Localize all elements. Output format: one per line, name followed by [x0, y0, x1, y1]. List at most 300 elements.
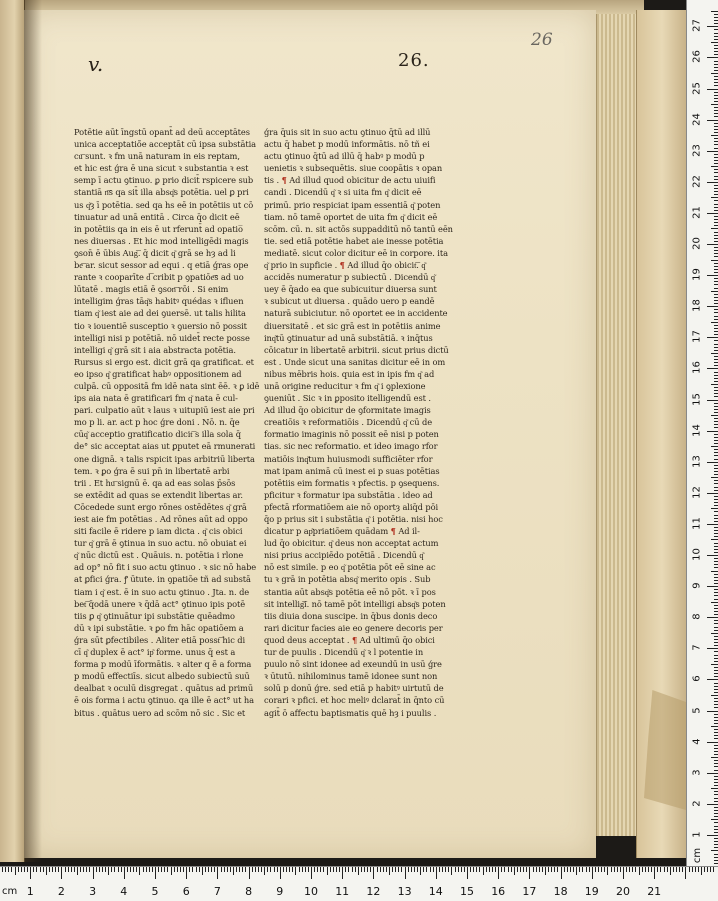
ruler-number: 24: [691, 112, 703, 126]
ruler-tick: [701, 867, 702, 875]
ruler-tick: [230, 867, 231, 872]
ruler-tick: [714, 45, 718, 46]
ruler-tick: [714, 434, 718, 435]
ruler-tick: [467, 867, 468, 879]
ruler-tick: [143, 867, 144, 872]
text-line: culpā. cū oppositā fm idē nata sint ēē. ꝛ ꝑ idē: [74, 380, 260, 391]
ruler-tick: [146, 867, 147, 872]
ruler-tick: [648, 867, 649, 872]
ruler-number: 4: [691, 737, 703, 745]
ruler-tick: [208, 867, 209, 872]
ruler-number: 25: [691, 81, 703, 95]
ruler-tick: [714, 627, 718, 628]
ruler-number: 15: [691, 392, 703, 406]
text-line: uey ē q̄ado ea que subicuitur diuersa sunt: [264, 284, 437, 295]
ruler-tick: [383, 867, 384, 872]
ruler-tick: [623, 867, 624, 879]
ruler-tick: [714, 300, 718, 301]
text-line: dealbat ꝛ oculū disgregat . quātus ad primū: [74, 683, 254, 694]
ruler-tick: [196, 867, 197, 872]
ruler-tick: [139, 867, 140, 875]
ruler-number: 23: [691, 143, 703, 157]
ruler-tick: [714, 179, 718, 180]
ruler-tick: [714, 776, 718, 777]
ruler-tick: [670, 867, 671, 875]
text-line: lūtatē . magis etiā ē ꝯson͞ rōi . Si enim: [74, 284, 229, 295]
ruler-tick: [714, 558, 718, 559]
ruler-tick: [305, 867, 306, 872]
ruler-tick: [714, 791, 718, 792]
ruler-tick: [626, 867, 627, 872]
ruler-tick: [714, 549, 718, 550]
ruler-tick: [714, 347, 718, 348]
ruler-number: 21: [647, 885, 662, 898]
ruler-tick: [714, 409, 718, 410]
ruler-tick: [68, 867, 69, 872]
ruler-tick: [707, 773, 718, 774]
text-line: matiōis inq͂tum huiusmodi sufficiēter rfor: [264, 453, 433, 464]
ruler-tick: [714, 98, 718, 99]
ruler-tick: [714, 48, 718, 49]
ruler-tick: [589, 867, 590, 872]
ruler-tick: [707, 835, 718, 836]
ruler-tick: [707, 586, 718, 587]
ruler-tick: [714, 686, 718, 687]
ruler-tick: [71, 867, 72, 872]
ruler-tick: [121, 867, 122, 872]
text-line: sit intellig͞i. nō tamē pōt intelligi absq͂s poten: [264, 598, 446, 609]
ruler-number: 14: [428, 885, 443, 898]
ruler-tick: [714, 297, 718, 298]
ruler-number: 6: [182, 885, 190, 898]
ruler-tick: [714, 101, 718, 102]
ruler-tick: [152, 867, 153, 872]
ruler-tick: [86, 867, 87, 872]
ruler-tick: [714, 459, 718, 460]
ruler-tick: [408, 867, 409, 872]
ruler-tick: [714, 717, 718, 718]
ruler-tick: [714, 567, 718, 568]
ruler-tick: [704, 867, 705, 872]
ruler-tick: [714, 76, 718, 77]
text-line: ꝯueniūt . Sic ꝛ in ꝑposito itelligendū est .: [264, 393, 431, 404]
ruler-tick: [93, 867, 94, 879]
ruler-tick: [714, 707, 718, 708]
ruler-tick: [714, 816, 718, 817]
ruler-tick: [654, 867, 655, 879]
ruler-tick: [330, 867, 331, 872]
ruler-tick: [714, 116, 718, 117]
text-line: tio ꝛ iouentiē susceptio ꝛ ꝯuersio nō possit: [74, 320, 247, 331]
ruler-tick: [18, 867, 19, 872]
facing-page-edge: [0, 0, 25, 862]
ruler-number: 12: [691, 485, 703, 499]
ruler-tick: [714, 748, 718, 749]
ruler-tick: [564, 867, 565, 872]
ruler-tick: [714, 608, 718, 609]
text-line: tu ꝛ grā in potētia absq͂ merito opis . Sub: [264, 574, 431, 585]
ruler-tick: [236, 867, 237, 872]
ruler-tick: [714, 39, 718, 40]
ruler-tick: [714, 449, 718, 450]
ruler-tick: [714, 844, 718, 845]
ruler-tick: [714, 266, 718, 267]
ruler-number: 18: [553, 885, 568, 898]
ruler-tick: [448, 867, 449, 872]
ruler-tick: [89, 867, 90, 872]
ruler-tick: [714, 309, 718, 310]
ruler-tick: [224, 867, 225, 872]
ruler-tick: [183, 867, 184, 872]
ruler-number: 19: [691, 268, 703, 281]
ruler-tick: [714, 188, 718, 189]
ruler-tick: [405, 867, 406, 879]
ruler-tick: [714, 801, 718, 802]
ruler-tick: [299, 867, 300, 872]
ruler-tick: [714, 863, 718, 864]
ruler-tick: [714, 589, 718, 590]
ruler-tick: [707, 679, 718, 680]
ruler-tick: [714, 225, 718, 226]
ruler-tick: [311, 867, 312, 879]
text-line: one dignā. ꝛ talis rspicit ipas arbitriū liberta: [74, 453, 255, 464]
ruler-tick: [714, 754, 718, 755]
ruler-tick: [714, 860, 718, 861]
ruler-tick: [714, 129, 718, 130]
ruler-tick: [714, 232, 718, 233]
ruler-tick: [345, 867, 346, 872]
ruler-tick: [586, 867, 587, 872]
ruler-tick: [55, 867, 56, 872]
ruler-tick: [245, 867, 246, 872]
ruler-tick: [714, 577, 718, 578]
ruler-number: 16: [691, 361, 703, 375]
ruler-tick: [714, 583, 718, 584]
ruler-tick: [645, 867, 646, 872]
text-line: intelligi q͂ grā sit i aia abstracta potētia.: [74, 344, 236, 355]
ruler-tick: [261, 867, 262, 872]
ruler-number: 3: [89, 885, 97, 898]
ruler-tick: [714, 132, 718, 133]
ruler-tick: [99, 867, 100, 872]
ruler-tick: [707, 120, 718, 121]
ruler-tick: [714, 272, 718, 273]
ruler-tick: [707, 431, 718, 432]
ruler-tick: [714, 455, 718, 456]
ruler-tick: [714, 474, 718, 475]
ruler-tick: [711, 11, 718, 12]
ruler-tick: [713, 867, 714, 872]
ruler-tick: [557, 867, 558, 872]
text-line: trii . Et hu͞ signū ē. qa ad eas solas p̄sōs: [74, 477, 236, 488]
ruler-tick: [714, 406, 718, 407]
ruler-tick: [711, 73, 718, 74]
ruler-number: 19: [584, 885, 599, 898]
text-line: be͞ ar. sicut sessor ad equi . q etiā ǵras ope: [74, 260, 249, 271]
ruler-tick: [711, 695, 718, 696]
ruler-tick: [508, 867, 509, 872]
ruler-tick: [714, 378, 718, 379]
ruler-tick: [714, 738, 718, 739]
ruler-tick: [501, 867, 502, 872]
ruler-tick: [714, 148, 718, 149]
text-line: eo ipso q͂ gratificat habꝰ oppositionem ad: [74, 368, 242, 379]
ruler-tick: [177, 867, 178, 872]
ruler-tick: [464, 867, 465, 872]
ruler-tick: [711, 353, 718, 354]
ruler-tick: [707, 337, 718, 338]
ruler-tick: [714, 288, 718, 289]
ruler-tick: [217, 867, 218, 879]
ruler-tick: [714, 527, 718, 528]
ruler-tick: [711, 322, 718, 323]
ruler-tick: [711, 602, 718, 603]
ruler-tick: [714, 381, 718, 382]
ruler-tick: [180, 867, 181, 872]
ruler-tick: [30, 867, 31, 879]
ruler-tick: [707, 151, 718, 152]
ruler-tick: [171, 867, 172, 875]
ruler-tick: [239, 867, 240, 872]
ruler-tick: [130, 867, 131, 872]
ruler-tick: [714, 530, 718, 531]
ruler-tick: [711, 819, 718, 820]
text-line: cī q͂ duplex ē act° ip͂ forme. unus q̄ est a: [74, 647, 236, 658]
ruler-tick: [102, 867, 103, 872]
ruler-tick: [267, 867, 268, 872]
ruler-tick: [714, 54, 718, 55]
ruler-tick: [289, 867, 290, 872]
text-line: Cōcedede sunt ergo rōnes ostēdētes q͂ grā: [74, 501, 247, 512]
text-line: ꝛ subicut ut diuersa . quādo uero p eandē: [264, 296, 435, 307]
ruler-tick: [336, 867, 337, 872]
ruler-tick: [358, 867, 359, 875]
ruler-tick: [711, 477, 718, 478]
ruler-tick: [714, 250, 718, 251]
ruler-tick: [714, 689, 718, 690]
ruler-tick: [714, 421, 718, 422]
ruler-tick: [714, 157, 718, 158]
ruler-tick: [714, 154, 718, 155]
ruler-tick: [711, 135, 718, 136]
text-line: cōicatur in libertatē arbitrii. sicut prius dictū: [264, 344, 449, 355]
ruler-tick: [707, 57, 718, 58]
ruler-tick: [536, 867, 537, 872]
ruler-tick: [426, 867, 427, 872]
ruler-tick: [714, 284, 718, 285]
ruler-tick: [274, 867, 275, 872]
ruler-tick: [714, 623, 718, 624]
ruler-tick: [211, 867, 212, 872]
ruler-tick: [714, 841, 718, 842]
text-line: intelligi nisi p potētiā. nō uidet̄ recte posse: [74, 332, 250, 343]
text-line: accidēs numeratur p subiectū . Dicendū q͂: [264, 272, 435, 283]
text-line: ǵra q̄uis sit in suo actu ꝯtinuo q̄tū ad illū: [264, 127, 431, 137]
ruler-tick: [714, 51, 718, 52]
ruler-tick: [486, 867, 487, 872]
ruler-tick: [714, 169, 718, 170]
ruler-tick: [401, 867, 402, 872]
ruler-tick: [433, 867, 434, 872]
ruler-tick: [651, 867, 652, 872]
ruler-tick: [642, 867, 643, 872]
ruler-tick: [714, 144, 718, 145]
text-line: formatio imaginis nō possit eē nisi p poten: [264, 429, 439, 440]
ruler-tick: [707, 89, 718, 90]
ruler-tick: [714, 372, 718, 373]
text-line: tiis ꝑ q͂ ꝯtinuātur ipi substātie quēadmo: [74, 610, 235, 621]
ruler-tick: [714, 683, 718, 684]
ruler-tick: [202, 867, 203, 875]
text-line: pfectā rformatiōem aie nō oportȝ aliq̄d pōi: [264, 501, 439, 512]
text-line: nibus mēbris hois. quia est in ipis fm q͂ ad: [264, 368, 435, 379]
text-line: unā origine reducitur ꝛ fm q͂ i ꝯplexione: [264, 380, 426, 391]
ruler-tick: [167, 867, 168, 872]
text-line: at ꝑfici ǵra. ꝭ ūtute. in ꝯpatiōe tñ ad substā: [74, 574, 251, 585]
vertical-ruler: [686, 0, 718, 866]
text-line: in potētiis qa in eis ē ut rferunt̄ ad opatio̅: [74, 223, 243, 234]
ruler-tick: [83, 867, 84, 872]
ruler-tick: [295, 867, 296, 875]
ruler-tick: [698, 867, 699, 872]
ruler-tick: [714, 552, 718, 553]
text-line: ꝛ ūtutū. nihilominus tamē idonee sunt non: [264, 671, 438, 682]
ruler-tick: [714, 763, 718, 764]
ruler-tick: [561, 867, 562, 879]
ruler-tick: [504, 867, 505, 872]
ruler-tick: [277, 867, 278, 872]
ruler-tick: [714, 443, 718, 444]
ruler-tick: [567, 867, 568, 872]
ruler-tick: [364, 867, 365, 872]
ruler-tick: [714, 847, 718, 848]
ruler-tick: [714, 412, 718, 413]
ruler-tick: [707, 555, 718, 556]
ruler-number: 3: [691, 769, 703, 776]
ruler-tick: [111, 867, 112, 872]
ruler-tick: [314, 867, 315, 872]
ruler-number: 11: [335, 885, 350, 898]
ruler-tick: [714, 832, 718, 833]
ruler-number: 7: [691, 644, 703, 651]
ruler-tick: [489, 867, 490, 872]
text-line: solū p donū ǵre. sed etiā p habitꝰ uirtutū de: [264, 683, 444, 694]
ruler-tick: [707, 742, 718, 743]
text-line: semp ī actu ꝯtinuo. ꝑ prio dicit̄ rspicere sub: [74, 175, 254, 186]
ruler-tick: [105, 867, 106, 872]
ruler-tick: [714, 595, 718, 596]
ruler-tick: [601, 867, 602, 872]
rubric-paragraph-mark: ¶: [351, 634, 358, 645]
ruler-tick: [707, 244, 718, 245]
ruler-tick: [380, 867, 381, 872]
ruler-tick: [355, 867, 356, 872]
ruler-tick: [714, 241, 718, 242]
ruler-number: 1: [26, 885, 34, 898]
ruler-tick: [711, 726, 718, 727]
ruler-tick: [611, 867, 612, 872]
ruler-tick: [8, 867, 9, 872]
ruler-tick: [714, 490, 718, 491]
ruler-tick: [317, 867, 318, 872]
ruler-tick: [707, 711, 718, 712]
ruler-tick: [46, 867, 47, 875]
ruler-tick: [707, 213, 718, 214]
ruler-tick: [714, 854, 718, 855]
ruler-tick: [714, 437, 718, 438]
ruler-tick: [551, 867, 552, 872]
ruler-tick: [714, 838, 718, 839]
text-line: tur de puulis . Dicendū q͂ ꝛ l potentie in: [264, 647, 424, 658]
ruler-tick: [714, 661, 718, 662]
ruler-tick: [233, 867, 234, 875]
ruler-tick: [711, 633, 718, 634]
signature-mark: v.: [88, 52, 104, 76]
text-line: de° sic acceptat aias ut ꝑputet eā rmunerati: [74, 441, 256, 452]
ruler-tick: [714, 658, 718, 659]
text-line: stantia aūt absq͂s potētia eē nō pōt. ꝛ ī pos: [264, 586, 436, 597]
ruler-tick: [714, 163, 718, 164]
text-line: intelligim ǵras tāq͂s habitꝰ quédas ꝛ ifluen: [74, 296, 244, 307]
ruler-tick: [714, 813, 718, 814]
text-line: tiam i q͂ est. ē in suo actu ꝯtinuo . Jta. n. de: [74, 586, 250, 597]
ruler-tick: [529, 867, 530, 879]
text-line: unica acceptatiō̄e acceptāt cū ipsa substātia: [74, 139, 256, 150]
ruler-tick: [714, 645, 718, 646]
rubric-paragraph-mark: ¶: [281, 175, 287, 186]
ruler-tick: [114, 867, 115, 872]
ruler-tick: [711, 446, 718, 447]
ruler-tick: [676, 867, 677, 872]
ruler-tick: [714, 779, 718, 780]
ruler-tick: [370, 867, 371, 872]
ruler-tick: [714, 698, 718, 699]
text-line: scōm. cū. n. sit actōs suppadditū nō tantū eēn: [264, 223, 453, 234]
ruler-tick: [714, 269, 718, 270]
text-line: dū ꝛ ipi substātie. ꝛ ꝑo fm hāc opatiōem a: [74, 622, 244, 633]
ruler-tick: [714, 390, 718, 391]
ruler-tick: [714, 770, 718, 771]
ruler-tick: [430, 867, 431, 872]
ruler-tick: [286, 867, 287, 872]
ruler-tick: [714, 745, 718, 746]
ruler-tick: [714, 92, 718, 93]
ruler-tick: [710, 867, 711, 872]
ruler-tick: [520, 867, 521, 872]
ruler-tick: [264, 867, 265, 875]
ruler-tick: [118, 867, 119, 872]
ruler-tick: [714, 676, 718, 677]
ruler-tick: [714, 483, 718, 484]
ruler-tick: [392, 867, 393, 872]
ruler-tick: [714, 67, 718, 68]
text-line: et hic est ǵra ē una sicut ꝛ substantia ꝛ est: [74, 163, 249, 174]
ruler-tick: [711, 104, 718, 105]
ruler-tick: [679, 867, 680, 872]
ruler-tick: [442, 867, 443, 872]
ruler-tick: [714, 471, 718, 472]
text-line: candi . Dicendū q͂ ꝛ si uita fm q͂ dicit eē: [264, 187, 422, 198]
text-line: actu ꝯtinuo q̄tū ad illū q̄ habꝰ p modū p: [264, 151, 425, 162]
ruler-tick: [714, 766, 718, 767]
ruler-tick: [714, 312, 718, 313]
text-line: us q͂ȝ ī potētia. sed qa hs eē in potētiis ut cō: [74, 199, 254, 210]
ruler-tick: [36, 867, 37, 872]
ruler-number: 2: [57, 885, 65, 898]
ruler-tick: [473, 867, 474, 872]
ruler-tick: [445, 867, 446, 872]
text-line: tur q͂ grā ē ꝯtinua in suo actu. nō obuiat ei: [74, 538, 247, 549]
